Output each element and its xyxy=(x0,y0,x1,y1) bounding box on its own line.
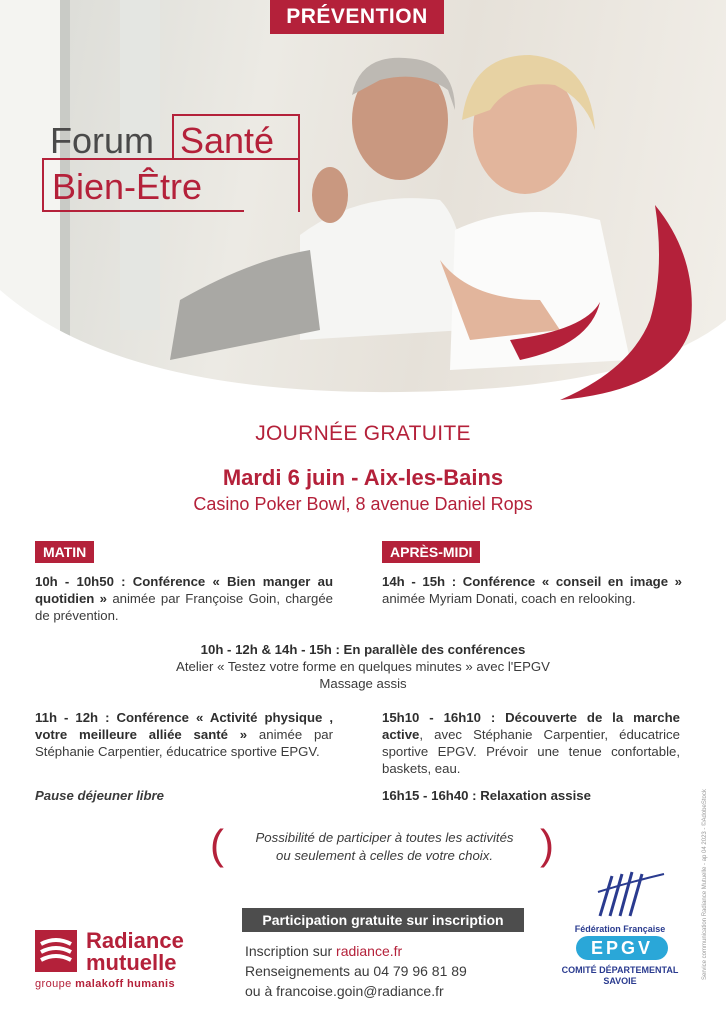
parallel-massage: Massage assis xyxy=(319,676,407,691)
headline-free-day: JOURNÉE GRATUITE xyxy=(255,422,471,445)
am-2-text: , avec Stéphanie Carpentier, éducatrice sportive EPGV. Prévoir une tenue confortable, baskets, eau. xyxy=(382,727,680,776)
choice-line-1: Possibilité de participer à toutes les activités xyxy=(255,830,514,845)
parallel-title xyxy=(0,641,726,658)
matin-1-text: animée par Françoise Goin, chargée de prévention. xyxy=(35,591,333,623)
am-1-title: 14h - 15h : Conférence « conseil en image » xyxy=(382,574,682,589)
email-prefix: ou à xyxy=(245,983,277,999)
title-bien-etre: Bien-Être xyxy=(52,166,203,207)
registration-line-email xyxy=(245,981,467,1001)
radiance-logo-icon xyxy=(35,930,77,972)
program-item-relaxation: 16h15 - 16h40 : Relaxation assise xyxy=(382,788,591,803)
parallel-title-text: 10h - 12h & 14h - 15h : En parallèle des conférences xyxy=(200,642,526,657)
radiance-link[interactable]: radiance.fr xyxy=(336,943,403,959)
site-prefix: Inscription sur xyxy=(245,943,337,959)
phone-prefix: Renseignements au xyxy=(245,963,374,979)
paren-right-icon: ) xyxy=(540,821,554,868)
epgv-region: SAVOIE xyxy=(603,976,637,986)
registration-line-phone xyxy=(245,961,467,981)
program-item-am-1 xyxy=(382,573,682,607)
matin-label: MATIN xyxy=(35,541,94,563)
credits-note: Service communication Radiance Mutuelle - ap 04 2023 - ©AdobeStock xyxy=(702,789,708,980)
radiance-logo-line1: Radiance xyxy=(86,928,184,953)
title-sante: Santé xyxy=(180,120,275,161)
event-date-place: Mardi 6 juin - Aix-les-Bains xyxy=(222,465,504,490)
registration-banner: Participation gratuite sur inscription xyxy=(242,908,524,932)
program-item-am-2 xyxy=(382,709,680,777)
choice-line-2: ou seulement à celles de votre choix. xyxy=(276,848,493,863)
group-name: malakoff humanis xyxy=(75,978,176,990)
am-1-text: animée Myriam Donati, coach en relooking. xyxy=(382,591,636,606)
epgv-federation: Fédération Française xyxy=(574,924,666,934)
apres-midi-label: APRÈS-MIDI xyxy=(382,541,480,563)
radiance-logo-text xyxy=(86,930,184,974)
pause-dejeuner: Pause déjeuner libre xyxy=(35,788,164,803)
group-prefix: groupe xyxy=(35,978,76,990)
parallel-atelier: Atelier « Testez votre forme en quelques minutes » avec l'EPGV xyxy=(176,659,550,674)
am-2-title: 15h10 - 16h10 : Découverte de la marche active xyxy=(382,710,680,742)
epgv-committee: COMITÉ DÉPARTEMENTAL xyxy=(561,965,679,975)
epgv-figures-icon xyxy=(590,868,670,920)
epgv-name: EPGV xyxy=(576,936,668,960)
program-item-parallel xyxy=(0,641,726,692)
phone-number[interactable]: 04 79 96 81 89 xyxy=(373,963,467,979)
event-venue: Casino Poker Bowl, 8 avenue Daniel Rops xyxy=(193,494,533,514)
radiance-logo-line2: mutuelle xyxy=(86,950,177,975)
matin-2-text: animée par Stéphanie Carpentier, éducatrice sportive EPGV. xyxy=(35,727,334,759)
choice-note xyxy=(232,829,537,865)
program-item-matin-1 xyxy=(35,573,333,624)
program-item-matin-2 xyxy=(35,709,333,760)
radiance-group-text xyxy=(35,978,175,990)
prevention-badge: PRÉVENTION xyxy=(270,0,444,34)
title-forum: Forum xyxy=(50,120,155,161)
title-frame-right xyxy=(243,158,300,212)
email-link[interactable]: francoise.goin@radiance.fr xyxy=(276,983,444,999)
matin-1-title: 10h - 10h50 : Conférence « Bien manger au quotidien » xyxy=(35,574,333,606)
registration-details xyxy=(245,941,467,1001)
registration-line-site xyxy=(245,941,467,961)
matin-2-title: 11h - 12h : Conférence « Activité physique , votre meilleure alliée santé » xyxy=(35,710,333,742)
paren-left-icon: ( xyxy=(210,821,224,868)
